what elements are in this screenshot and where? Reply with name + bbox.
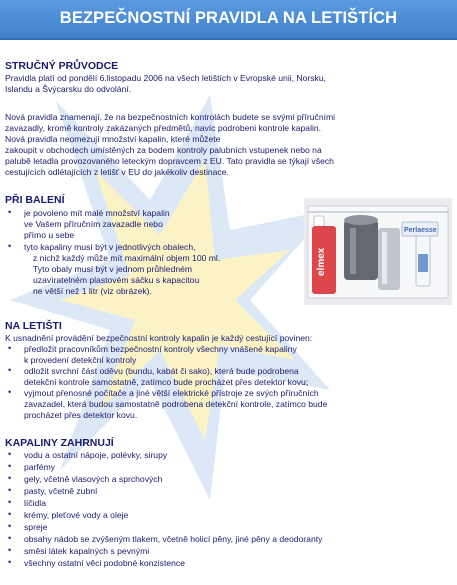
bullet-icon: • xyxy=(8,497,12,507)
bullet-icon: • xyxy=(8,557,12,567)
elmex-label: elmex xyxy=(316,247,327,276)
liquids-bag-photo xyxy=(304,198,452,305)
bullet-icon: • xyxy=(8,343,12,353)
bullet-icon: • xyxy=(8,207,12,217)
airport-item2-line2: detekční kontrole samostatně, zatímco bude procházet přes detektor kovu; xyxy=(24,377,309,387)
liquids-item: všechny ostatní věci podobné konzistence xyxy=(24,558,185,568)
liquids-item: obsahy nádob se zvýšeným tlakem, včetně holicí pěny, jiné pěny a deodoranty xyxy=(24,534,323,544)
bullet-icon: • xyxy=(8,509,12,519)
guide-para2-line6: cestujících odlétajících z letišť v EU do jakékoliv destinace. xyxy=(5,167,229,177)
bullet-icon: • xyxy=(8,365,12,375)
guide-para2-line2: zavazadly, kromě kontroly zakázaných předmětů, navíc podrobeni kontrole kapalin. xyxy=(5,123,322,133)
liquids-item: líčidla xyxy=(24,498,46,508)
guide-para2-line1: Nová pravidla znamenají, že na bezpečnostních kontrolách budete se svými příručními xyxy=(5,112,336,122)
liquids-item: krémy, pleťové vody a oleje xyxy=(24,510,129,520)
bullet-icon: • xyxy=(8,545,12,555)
bullet-icon: • xyxy=(8,461,12,471)
page-title: BEZPEČNOSTNÍ PRAVIDLA NA LETIŠTÍCH xyxy=(59,9,398,27)
liquids-item: pasty, včetně zubní xyxy=(24,486,98,496)
perlaesse-label: Perlaesse xyxy=(404,227,437,234)
boarding-item2-line4: uzavíratelném plastovém sáčku s kapacitou xyxy=(33,275,200,285)
airport-item3-line1: vyjmout přenosné počítače a jiné větší elektrické přístroje ze svých příručních xyxy=(24,388,319,398)
airport-item1-line2: k provedení detekční kontroly xyxy=(24,355,137,365)
guide-para1-line1: Pravidla platí od pondělí 6.listopadu 2006 na všech letištích v Evropské unii, Norsku, xyxy=(5,73,327,83)
bullet-icon: • xyxy=(8,241,12,251)
boarding-item2-line1: tyto kapaliny musí být v jednotlivých obalech, xyxy=(24,242,196,252)
bullet-icon: • xyxy=(8,533,12,543)
guide-para1-line2: Islandu a Švýcarsku do odvolání. xyxy=(5,84,132,94)
boarding-heading: PŘI BALENÍ xyxy=(5,194,65,206)
liquids-item: vodu a ostatní nápoje, polévky, sirupy xyxy=(24,450,168,460)
boarding-item2-line2: z nichž každý může mít maximální objem 100 ml. xyxy=(33,253,221,263)
bullet-icon: • xyxy=(8,473,12,483)
airport-item3-line3: procházet přes detektor kovu. xyxy=(24,410,138,420)
boarding-item2-line3: Tyto obaly musí být v jednom průhledném xyxy=(33,264,193,274)
guide-heading: STRUČNÝ PRŮVODCE xyxy=(5,60,119,72)
guide-para2-line3: Nová pravidla neomezují množství kapalin, které můžete xyxy=(5,134,221,144)
airport-heading: NA LETIŠTI xyxy=(5,320,62,332)
boarding-item1-line3: přímo u sebe xyxy=(24,230,75,240)
liquids-item: směsi látek kapalných s pevnými xyxy=(24,546,150,556)
bullet-icon: • xyxy=(8,521,12,531)
airport-item1-line1: předložit pracovníkům bezpečnostní kontroly všechny vnášené kapaliny xyxy=(24,344,297,354)
liquids-item: parfémy xyxy=(24,462,56,472)
bullet-icon: • xyxy=(8,449,12,459)
liquids-item: spreje xyxy=(24,522,48,532)
liquids-heading: KAPALINY ZAHRNUJÍ xyxy=(5,437,114,449)
boarding-item1-line1: je povoleno mít malé množství kapalin xyxy=(24,208,170,218)
airport-intro: K usnadnění provádění bezpečnostní kontroly kapalin je každý cestující povinen: xyxy=(5,333,313,343)
airport-item3-line2: zavazadel, která budou samostatně podrobena detekční kontrole, zatímco bude xyxy=(24,399,328,409)
bullet-icon: • xyxy=(8,485,12,495)
liquids-item: gely, včetně vlasových a sprchových xyxy=(24,474,163,484)
bullet-icon: • xyxy=(8,387,12,397)
boarding-item1-line2: ve Vašem příručním zavazadle nebo xyxy=(24,219,163,229)
boarding-item2-line5: ne větší než 1 litr (viz obrázek). xyxy=(33,286,152,296)
guide-para2-line5: palubě letadla provozovaného leteckým dopravcem z EU. Tato pravidla se týkají všech xyxy=(5,156,334,166)
airport-item2-line1: odložit svrchní část oděvu (bundu, kabát či sako), která bude podrobena xyxy=(24,366,299,376)
guide-para2-line4: zakoupit v obchodech umístěných za bodem kontroly palubních vstupenek nebo na xyxy=(5,145,322,155)
